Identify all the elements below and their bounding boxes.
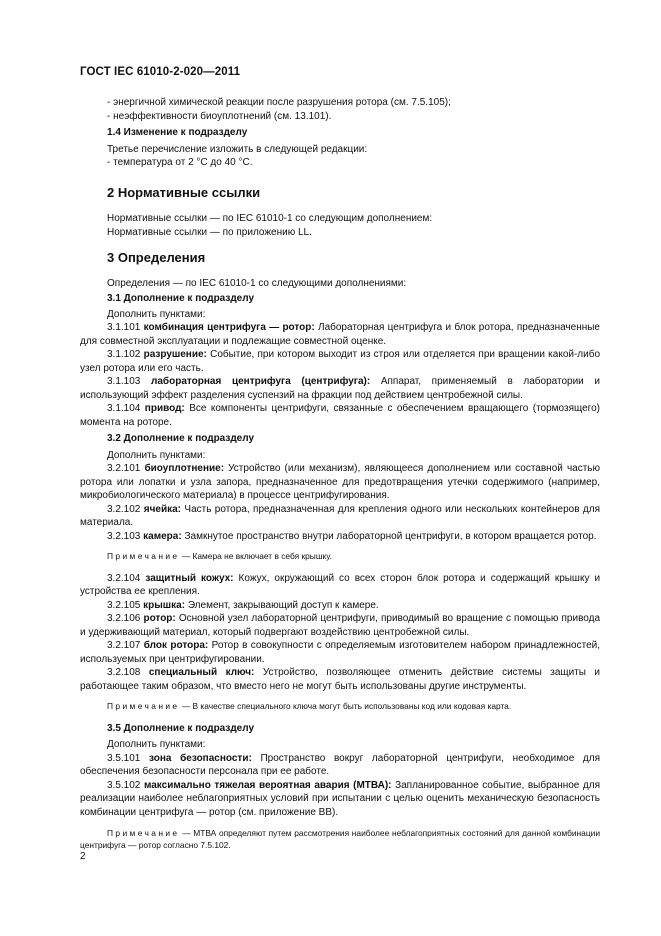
section-3-5-add: Дополнить пунктами: (107, 739, 206, 750)
section-3-1-title: 3.1 Дополнение к подразделу (107, 293, 255, 304)
section-2-title: 2 Нормативные ссылки (107, 184, 261, 200)
section-3-1-add: Дополнить пунктами: (107, 308, 206, 320)
definition: 3.1.104 привод: Все компоненты центрифуги, связанные с обеспечением вращающего (тормозящего) момента на роторе. (80, 403, 601, 428)
section-2-line: Нормативные ссылки — по приложению LL. (107, 226, 312, 238)
intro-item: - энергичной химической реакции после разрушения ротора (см. 7.5.105); (107, 97, 451, 108)
definition: 3.2.102 ячейка: Часть ротора, предназначенная для крепления одного или нескольких контейнеров для материала. (80, 503, 600, 528)
definition: 3.5.101 зона безопасности: Пространство вокруг лабораторной центрифуги, необходимое для обеспечения безопасности персонала при ее работе. (80, 752, 600, 777)
document-header: ГОСТ IEC 61010-2-020—2011 (80, 66, 241, 78)
intro-item: - неэффективности биоуплотнений (см. 13.101). (107, 110, 332, 122)
definition: 3.5.102 максимально тяжелая вероятная авария (МТВА): Запланированное событие, выбранное для реализации наиболее неблагоприятных условий при испытании с целью оценить механическую безопасность комбинации центрифуга — ротор (см. приложение ВВ). (80, 779, 601, 818)
definition: 3.2.106 ротор: Основной узел лабораторной центрифуги, приводимый во вращение с помощью привода и удерживающий материал, который подвергают воздействию центробежной силы. (80, 613, 601, 638)
section-1-4-text: Третье перечисление изложить в следующей редакции: (107, 143, 368, 155)
section-1-4-title: 1.4 Изменение к подразделу (107, 127, 248, 138)
definition: 3.1.103 лабораторная центрифуга (центрифуга): Аппарат, применяемый в лаборатории и использующий эффект разделения суспензий на фракции под действием центробежной силы. (80, 376, 600, 401)
page-number: 2 (80, 851, 86, 862)
page-content (80, 96, 600, 851)
note: Примечание — МТВА определяют путем рассмотрения наиболее неблагоприятных состояний для данной комбинации центрифуга — ротор согласно 7.5.102. (80, 828, 600, 850)
section-2-line: Нормативные ссылки — по IEC 61010-1 со следующим дополнением: (107, 213, 433, 224)
definition: 3.2.101 биоуплотнение: Устройство (или механизм), являющееся дополнением или составной частью ротора или лопатки и узла запора, предназначенное для предотвращения утечки содержимого (например, микробиологического материала) в процессе центрифугирования. (80, 463, 601, 501)
definition: 3.2.107 блок ротора: Ротор в совокупности с определяемым изготовителем набором принадлежностей, используемых при центрифугировании. (80, 640, 601, 665)
note: Примечание — Камера не включает в себя крышку. (107, 551, 332, 561)
section-3-2-title: 3.2 Дополнение к подразделу (107, 433, 255, 444)
section-3-title: 3 Определения (107, 250, 206, 265)
section-3-intro: Определения — по IEC 61010-1 со следующими дополнениями: (107, 277, 407, 289)
note: Примечание — В качестве специального ключа могут быть использованы код или кодовая карта. (107, 701, 512, 711)
section-3-5-title: 3.5 Дополнение к подразделу (107, 722, 255, 734)
section-3-2-add: Дополнить пунктами: (107, 449, 206, 461)
definition: 3.1.102 разрушение: Событие, при котором выходит из строя или отделяется при вращении какой-либо узел ротора или его часть. (80, 349, 601, 374)
definition: 3.2.104 защитный кожух: Кожух, окружающий со всех сторон блок ротора и содержащий крышку и устройства ее крепления. (80, 572, 601, 597)
definition: 3.2.105 крышка: Элемент, закрывающий доступ к камере. (107, 599, 379, 611)
definition: 3.1.101 комбинация центрифуга — ротор: Лабораторная центрифуга и блок ротора, предназначенные для совместной эксплуатации и подлежащие совместной оценке. (80, 322, 600, 347)
definition: 3.2.108 специальный ключ: Устройство, позволяющее отменить действие системы защиты и работающее таким образом, что вместо него не могут быть использованы другие инструменты. (80, 667, 601, 692)
section-1-4-item: - температура от 2 °С до 40 °С. (107, 157, 253, 168)
definition: 3.2.103 камера: Замкнутое пространство внутри лабораторной центрифуги, в котором вращается ротор. (107, 530, 597, 542)
